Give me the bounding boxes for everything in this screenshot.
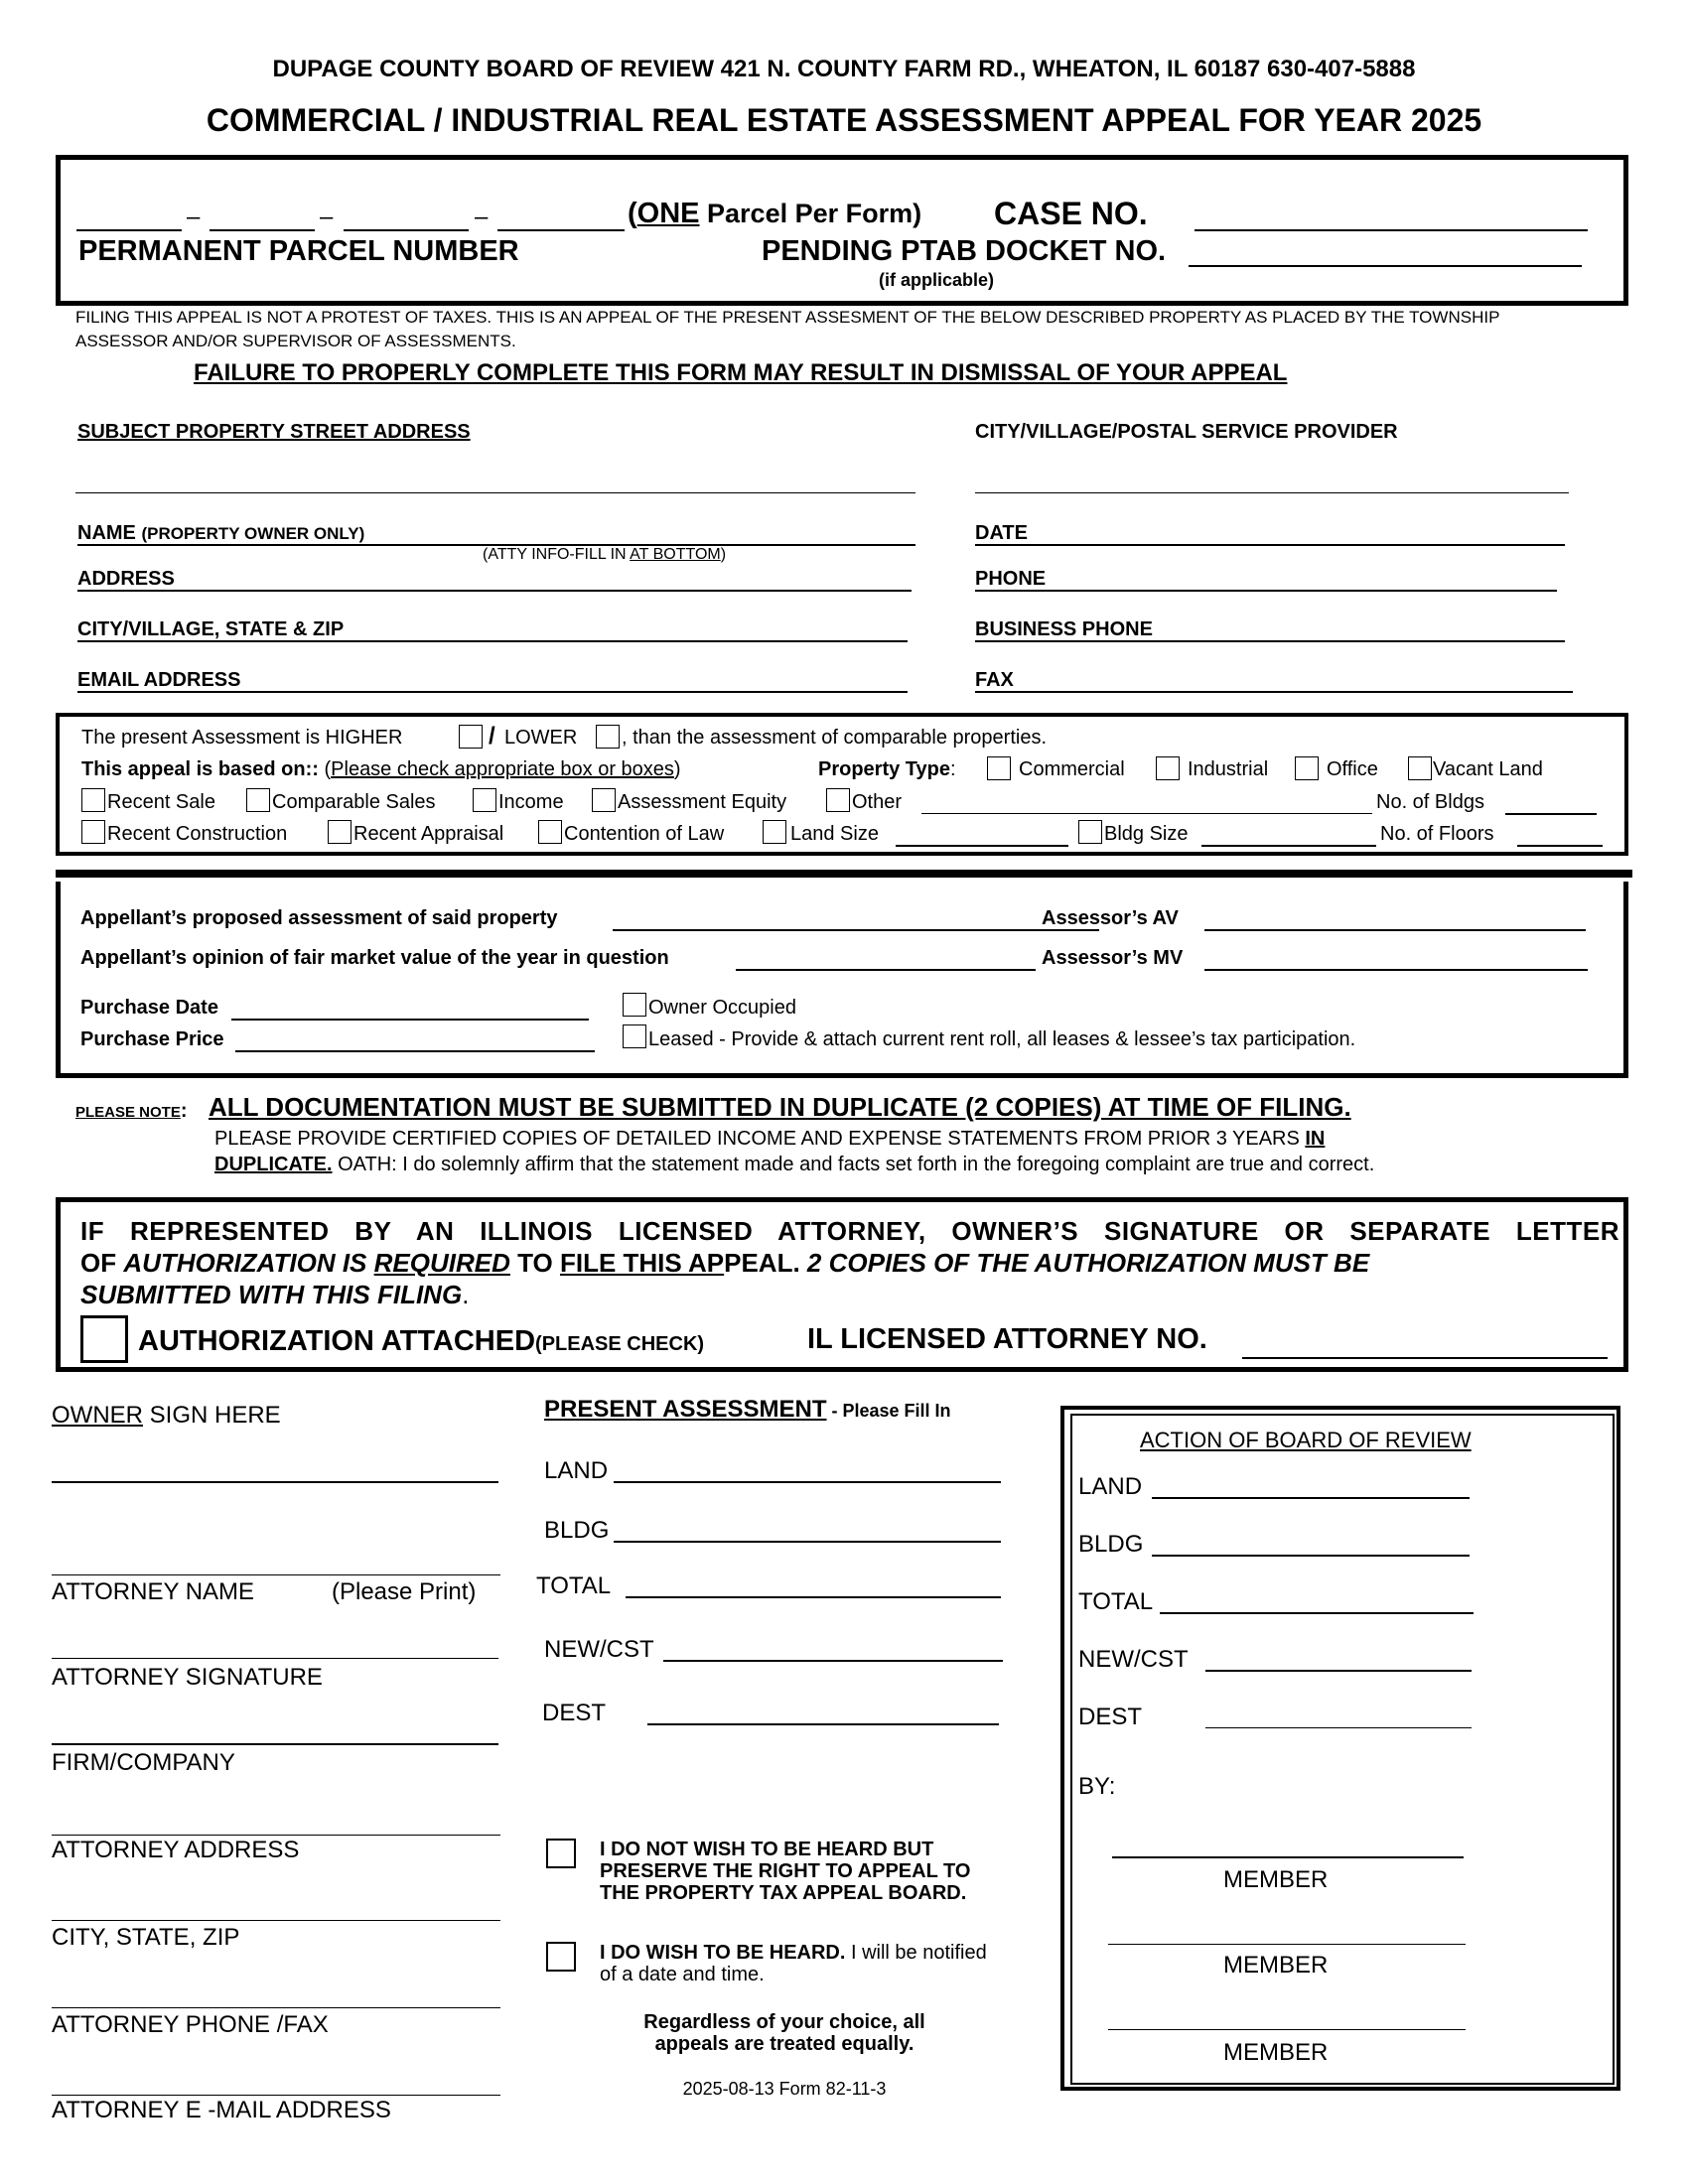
heard-text: I DO WISH TO BE HEARD. I will be notified of a date and time. — [600, 1942, 987, 1985]
present-newcst-field[interactable] — [663, 1660, 1003, 1662]
present-dest-field[interactable] — [647, 1723, 999, 1725]
valuation-box: Appellant’s proposed assessment of said property Assessor’s AV Appellant’s opinion of fair market value of the year in question Assessor’s MV Purchase Date Purchase Price Owner Occupied Leased - Provide & attach current rent roll, all leases & lessee’s tax participation. — [56, 882, 1628, 1078]
phone-label: PHONE — [975, 568, 1047, 590]
atty-no-label: IL LICENSED ATTORNEY NO. — [807, 1323, 1207, 1355]
purchase-price-field[interactable] — [235, 1050, 595, 1052]
comparable-text: , than the assessment of comparable properties. — [622, 727, 1048, 749]
attorney-phone-field[interactable] — [52, 2095, 500, 2096]
purchase-date-field[interactable] — [231, 1019, 589, 1021]
present-assessment-title: PRESENT ASSESSMENT - Please Fill In — [544, 1396, 951, 1423]
fair-market-value-field[interactable] — [736, 969, 1036, 971]
other-field[interactable] — [921, 813, 1372, 814]
recent-appraisal-checkbox[interactable] — [328, 820, 352, 844]
owner-sign-label: OWNER SIGN HERE — [52, 1402, 281, 1429]
lower-checkbox[interactable] — [596, 725, 620, 749]
board-title: ACTION OF BOARD OF REVIEW — [1140, 1428, 1472, 1452]
assessor-av-field[interactable] — [1204, 929, 1586, 931]
warning: FAILURE TO PROPERLY COMPLETE THIS FORM MAY RESULT IN DISMISSAL OF YOUR APPEAL — [194, 359, 1288, 386]
contention-of-law-checkbox[interactable] — [538, 820, 562, 844]
city-field[interactable] — [975, 492, 1569, 493]
board-dest-field[interactable] — [1205, 1727, 1472, 1728]
regardless-note: Regardless of your choice, all appeals are treated equally. — [643, 2011, 925, 2055]
disclaimer: FILING THIS APPEAL IS NOT A PROTEST OF TAXES. THIS IS AN APPEAL OF THE PRESENT ASSESMENT OF THE BELOW DESCRIBED PROPERTY AS PLACED BY THE TOWNSHIP ASSESSOR AND/OR SUPERVISOR OF ASSESSMENTS. — [75, 308, 1500, 350]
no-floors-field[interactable] — [1517, 845, 1603, 847]
parcel-segment-3[interactable] — [344, 229, 469, 231]
case-no-field[interactable] — [1195, 229, 1588, 231]
email-field[interactable] — [77, 691, 908, 693]
board-box: ACTION OF BOARD OF REVIEW LAND BLDG TOTAL NEW/CST DEST BY: MEMBER MEMBER MEMBER — [1070, 1414, 1615, 2085]
bldg-size-checkbox[interactable] — [1078, 820, 1102, 844]
leased-checkbox[interactable] — [623, 1024, 646, 1048]
oath-text: DUPLICATE. OATH: I do solemnly affirm that the statement made and facts set forth in the foregoing complaint are true and correct. — [214, 1154, 1375, 1175]
present-assessment-text: The present Assessment is HIGHER — [81, 727, 403, 749]
if-applicable: (if applicable) — [879, 270, 995, 290]
no-bldgs-field[interactable] — [1505, 813, 1597, 815]
attorney-line-2: OF AUTHORIZATION IS REQUIRED TO FILE THIS APPEAL. 2 COPIES OF THE AUTHORIZATION MUST BE — [80, 1248, 1370, 1278]
atty-no-field[interactable] — [1242, 1357, 1608, 1359]
parcel-segment-1[interactable] — [76, 229, 182, 231]
attorney-name-line[interactable] — [52, 1658, 498, 1659]
commercial-checkbox[interactable] — [987, 756, 1011, 780]
office-checkbox[interactable] — [1295, 756, 1319, 780]
land-size-field[interactable] — [896, 845, 1068, 847]
authorization-attached-checkbox[interactable] — [80, 1315, 128, 1363]
documentation-headline: ALL DOCUMENTATION MUST BE SUBMITTED IN DUPLICATE (2 COPIES) AT TIME OF FILING. — [209, 1092, 1351, 1122]
parcel-box: – – – (ONE Parcel Per Form) CASE NO. PERMANENT PARCEL NUMBER PENDING PTAB DOCKET NO. (if applicable) — [56, 155, 1628, 306]
lower-label: LOWER — [504, 727, 578, 749]
owner-occupied-checkbox[interactable] — [623, 993, 646, 1017]
csz-label: CITY/VILLAGE, STATE & ZIP — [77, 618, 345, 640]
assessment-equity-checkbox[interactable] — [592, 788, 616, 812]
owner-signature-field[interactable] — [52, 1481, 498, 1483]
vacant-land-checkbox[interactable] — [1408, 756, 1432, 780]
not-heard-checkbox[interactable] — [546, 1839, 576, 1868]
firm-field[interactable] — [52, 1835, 500, 1836]
ptab-label: PENDING PTAB DOCKET NO. — [762, 235, 1167, 267]
address-field[interactable] — [77, 590, 912, 592]
phone-field[interactable] — [975, 590, 1557, 592]
heard-checkbox[interactable] — [546, 1942, 576, 1972]
member-3-signature[interactable] — [1108, 2029, 1466, 2030]
land-size-checkbox[interactable] — [763, 820, 786, 844]
basis-box: The present Assessment is HIGHER / LOWER , than the assessment of comparable properties. This appeal is based on:: (Please check appropriate box or boxes) Property Type: Commercial Industrial Office Vacant Land Recent Sale Comparable Sales Income Assessment Equity Other No. of Bldgs Recent Construction Recent Appraisal Contention of Law Land Size Bldg Size No. of Floors — [56, 713, 1628, 856]
csz-field[interactable] — [77, 640, 908, 642]
form-id: 2025-08-13 Form 82-11-3 — [682, 2079, 887, 2099]
other-checkbox[interactable] — [826, 788, 850, 812]
form-title: COMMERCIAL / INDUSTRIAL REAL ESTATE ASSESSMENT APPEAL FOR YEAR 2025 — [206, 102, 1482, 138]
atty-info-note: (ATTY INFO-FILL IN AT BOTTOM) — [483, 546, 727, 563]
ptab-field[interactable] — [1189, 265, 1582, 267]
address-label: ADDRESS — [77, 568, 175, 590]
valuation-top-rule — [56, 870, 1632, 878]
date-label: DATE — [975, 522, 1028, 544]
case-no-label: CASE NO. — [994, 196, 1148, 231]
income-checkbox[interactable] — [473, 788, 496, 812]
business-phone-label: BUSINESS PHONE — [975, 618, 1153, 640]
attorney-address-field[interactable] — [52, 1920, 500, 1921]
attorney-box — [56, 1197, 1628, 1372]
attorney-csz-field[interactable] — [52, 2007, 500, 2008]
city-label: CITY/VILLAGE/POSTAL SERVICE PROVIDER — [975, 421, 1398, 443]
business-phone-field[interactable] — [975, 640, 1565, 642]
bldg-size-field[interactable] — [1201, 845, 1376, 847]
recent-construction-checkbox[interactable] — [81, 820, 105, 844]
parcel-segment-4[interactable] — [497, 229, 625, 231]
not-heard-text: I DO NOT WISH TO BE HEARD BUT PRESERVE THE RIGHT TO APPEAL TO THE PROPERTY TAX APPEAL BOARD. — [600, 1839, 971, 1904]
date-field[interactable] — [975, 544, 1565, 546]
authorization-attached-label: AUTHORIZATION ATTACHED(PLEASE CHECK) — [138, 1325, 705, 1357]
comparable-sales-checkbox[interactable] — [246, 788, 270, 812]
attorney-signature-field[interactable] — [52, 1743, 498, 1745]
fax-label: FAX — [975, 669, 1014, 691]
board-land-field[interactable] — [1152, 1497, 1470, 1499]
attorney-name-field[interactable] — [52, 1574, 500, 1575]
property-type-label: Property Type: — [818, 758, 956, 780]
higher-checkbox[interactable] — [459, 725, 483, 749]
parcel-segment-2[interactable] — [210, 229, 315, 231]
attorney-line-1: IF REPRESENTED BY AN ILLINOIS LICENSED ATTORNEY, OWNER’S SIGNATURE OR SEPARATE LETTER — [80, 1216, 1619, 1246]
name-label: NAME (PROPERTY OWNER ONLY) — [77, 522, 365, 544]
industrial-checkbox[interactable] — [1156, 756, 1180, 780]
proposed-assessment-field[interactable] — [613, 929, 1099, 931]
present-land-field[interactable] — [614, 1481, 1001, 1483]
header-line: DUPAGE COUNTY BOARD OF REVIEW 421 N. COUNTY FARM RD., WHEATON, IL 60187 630-407-5888 — [272, 56, 1416, 82]
email-label: EMAIL ADDRESS — [77, 669, 241, 691]
attorney-line-3: SUBMITTED WITH THIS FILING. — [80, 1280, 470, 1309]
one-parcel-note: (ONE Parcel Per Form) — [628, 198, 922, 229]
board-newcst-field[interactable] — [1205, 1670, 1472, 1672]
present-bldg-field[interactable] — [614, 1541, 1001, 1543]
street-field[interactable] — [75, 492, 915, 493]
board-total-field[interactable] — [1160, 1612, 1474, 1614]
board-bldg-field[interactable] — [1152, 1555, 1470, 1557]
based-on-line: This appeal is based on:: (Please check appropriate box or boxes) — [81, 758, 681, 780]
assessor-mv-field[interactable] — [1204, 969, 1588, 971]
recent-sale-checkbox[interactable] — [81, 788, 105, 812]
income-statements-note: PLEASE PROVIDE CERTIFIED COPIES OF DETAILED INCOME AND EXPENSE STATEMENTS FROM PRIOR 3 YEARS IN — [214, 1128, 1326, 1150]
present-total-field[interactable] — [626, 1596, 1001, 1598]
please-note-label: PLEASE NOTE: — [75, 1100, 188, 1122]
member-1-signature[interactable] — [1112, 1856, 1464, 1858]
ppn-label: PERMANENT PARCEL NUMBER — [78, 235, 519, 267]
member-2-signature[interactable] — [1108, 1944, 1466, 1945]
street-label: SUBJECT PROPERTY STREET ADDRESS — [77, 421, 471, 443]
fax-field[interactable] — [975, 691, 1573, 693]
